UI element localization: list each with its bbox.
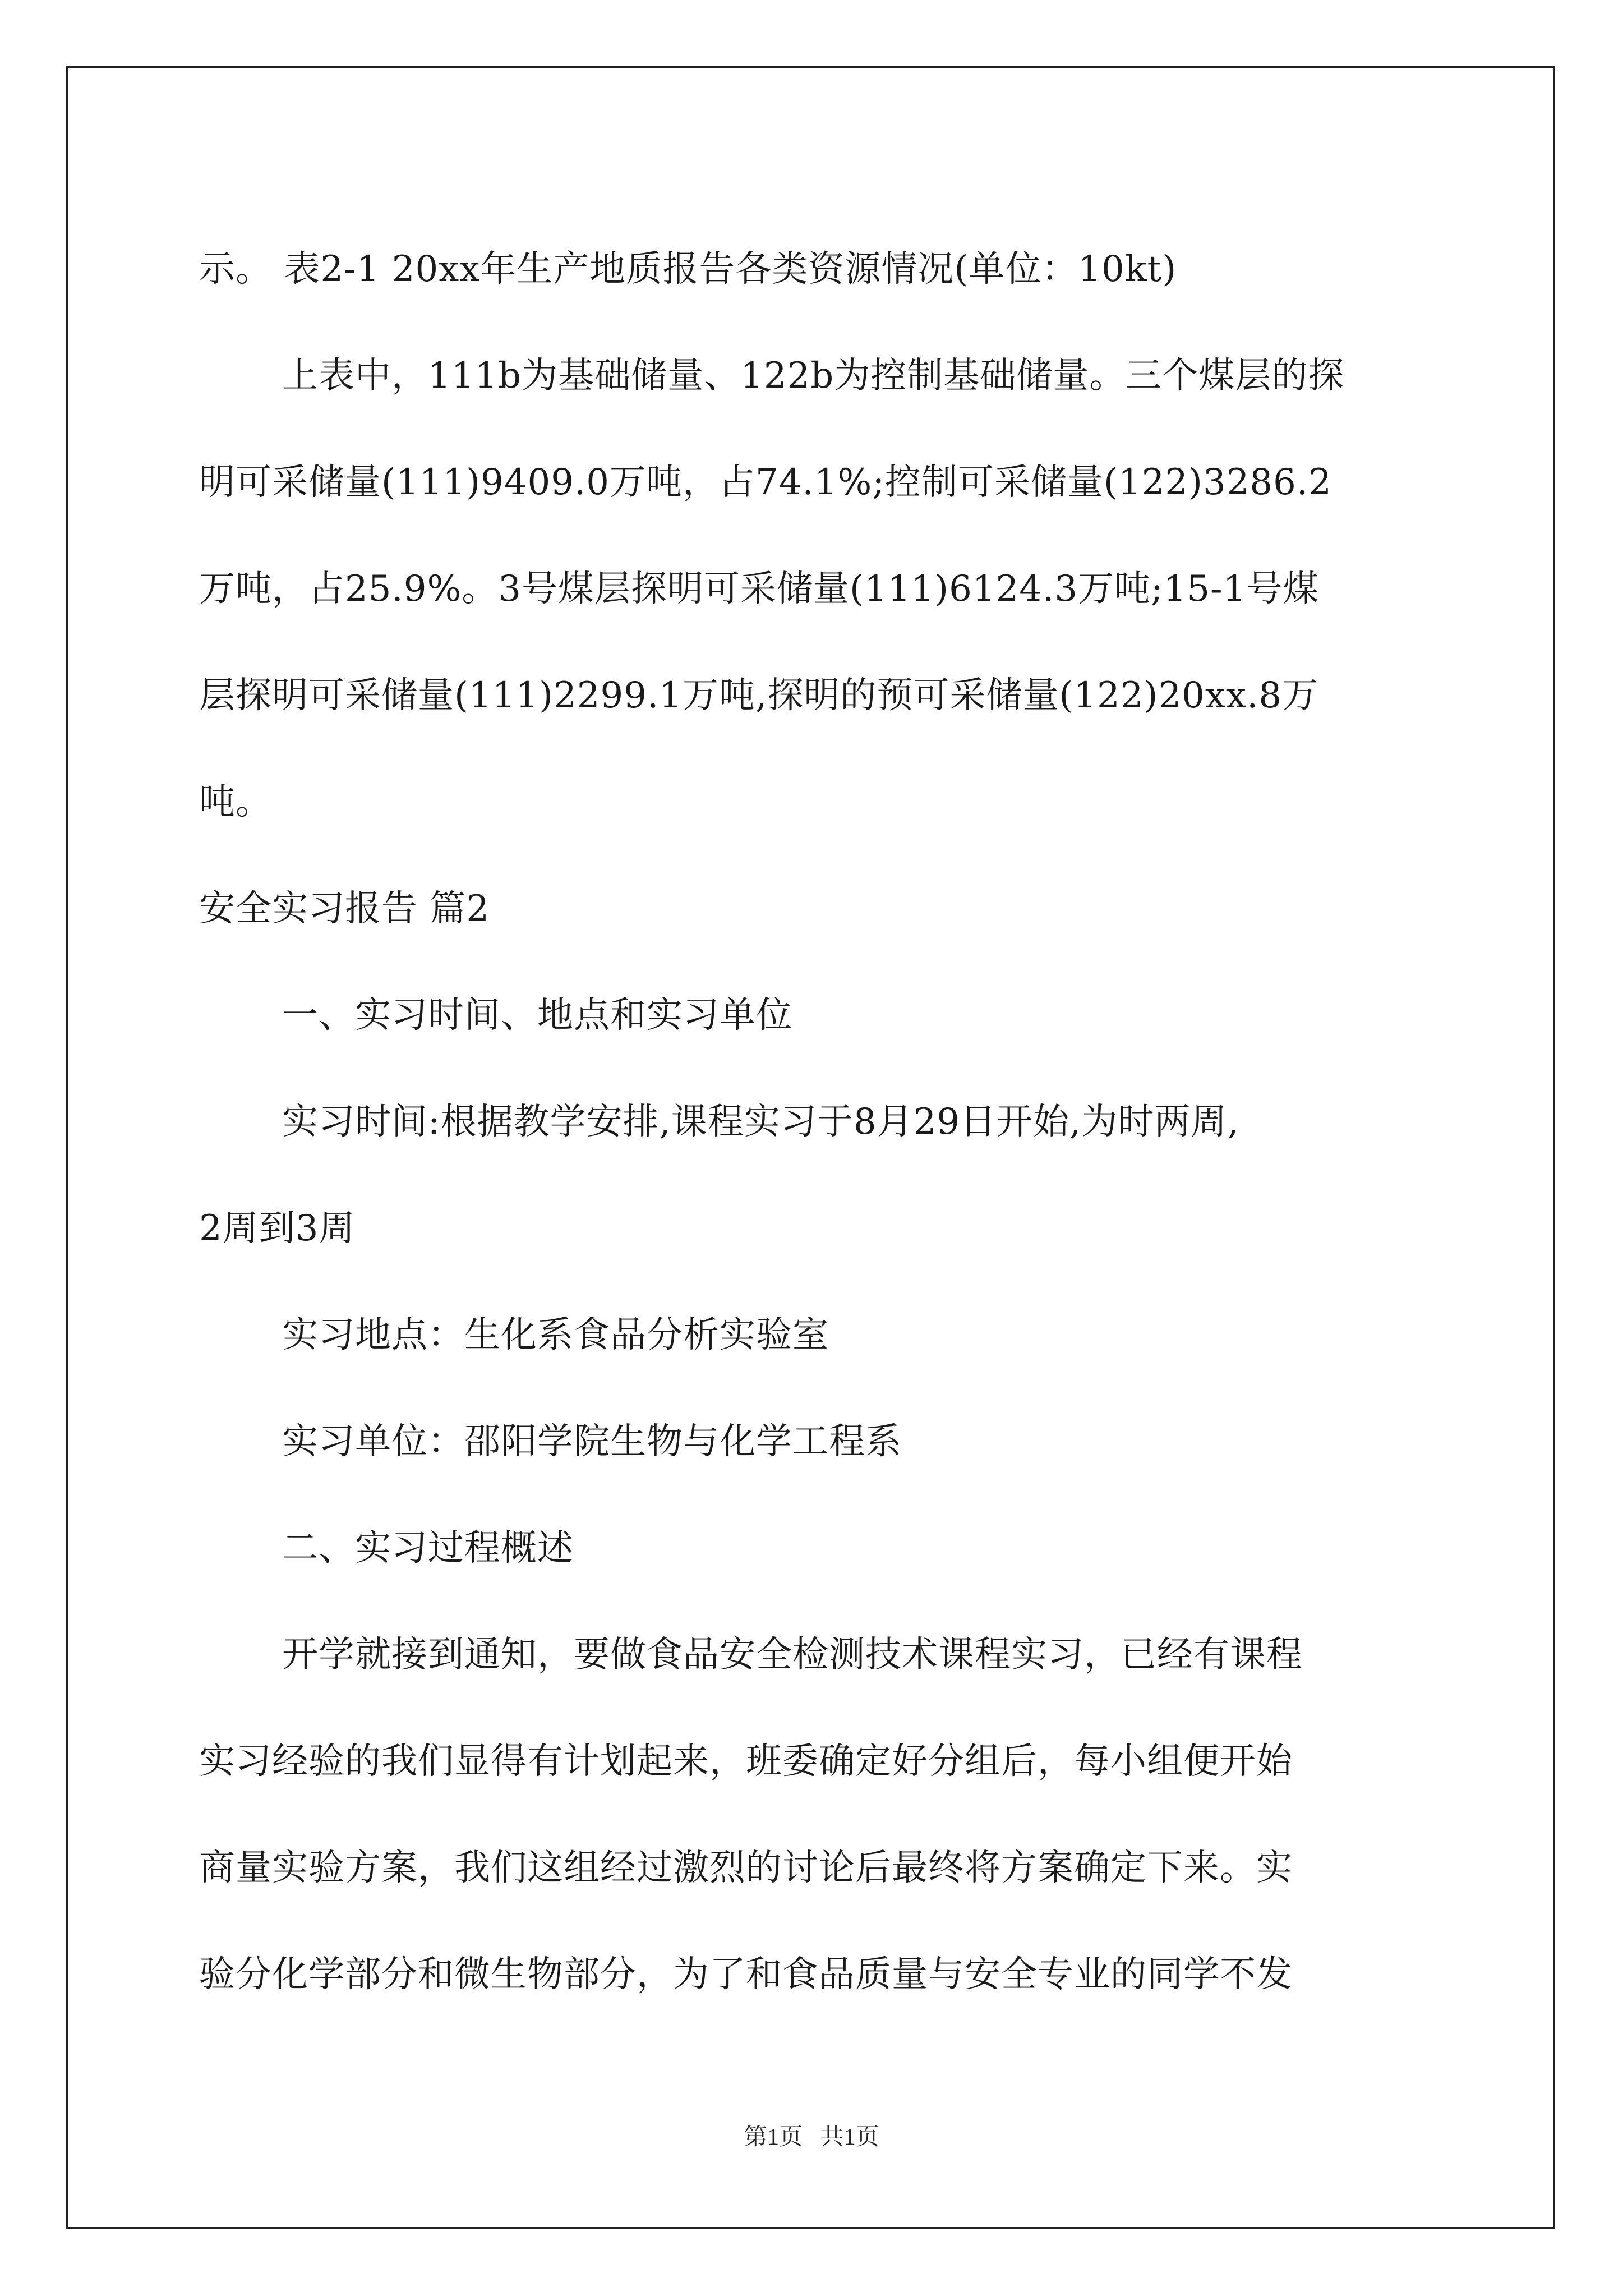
paragraph-line: 上表中，111b为基础储量、122b为控制基础储量。三个煤层的探 (282, 355, 1345, 397)
paragraph-line: 示。 表2-1 20xx年生产地质报告各类资源情况(单位：10kt) (199, 249, 1177, 290)
paragraph-line: 实习时间:根据教学安排,课程实习于8月29日开始,为时两周, (282, 1101, 1239, 1143)
paragraph-line: 实习经验的我们显得有计划起来，班委确定好分组后，每小组便开始 (199, 1741, 1293, 1782)
paragraph-line: 开学就接到通知，要做食品安全检测技术课程实习，已经有课程 (282, 1634, 1303, 1676)
paragraph-line: 实习单位：邵阳学院生物与化学工程系 (282, 1421, 902, 1462)
document-body (199, 216, 1433, 2028)
section-heading: 二、实习过程概述 (282, 1527, 574, 1569)
page-number: 第1页 共1页 (744, 2124, 879, 2150)
paragraph-line: 实习地点：生化系食品分析实验室 (282, 1314, 829, 1356)
paragraph-line: 商量实验方案，我们这组经过激烈的讨论后最终将方案确定下来。实 (199, 1847, 1293, 1889)
page-footer (0, 2120, 1623, 2154)
paragraph-line: 明可采储量(111)9409.0万吨，占74.1%;控制可采储量(122)3286.2 (199, 462, 1332, 503)
paragraph-line: 层探明可采储量(111)2299.1万吨,探明的预可采储量(122)20xx.8万 (199, 675, 1319, 716)
paragraph-line: 吨。 (199, 781, 272, 823)
paragraph-line: 2周到3周 (199, 1208, 356, 1249)
paragraph-line: 万吨，占25.9%。3号煤层探明可采储量(111)6124.3万吨;15-1号煤 (199, 568, 1320, 610)
section-heading: 一、实习时间、地点和实习单位 (282, 995, 792, 1036)
paragraph-line: 验分化学部分和微生物部分，为了和食品质量与安全专业的同学不发 (199, 1954, 1293, 1995)
section-title: 安全实习报告 篇2 (199, 888, 490, 930)
